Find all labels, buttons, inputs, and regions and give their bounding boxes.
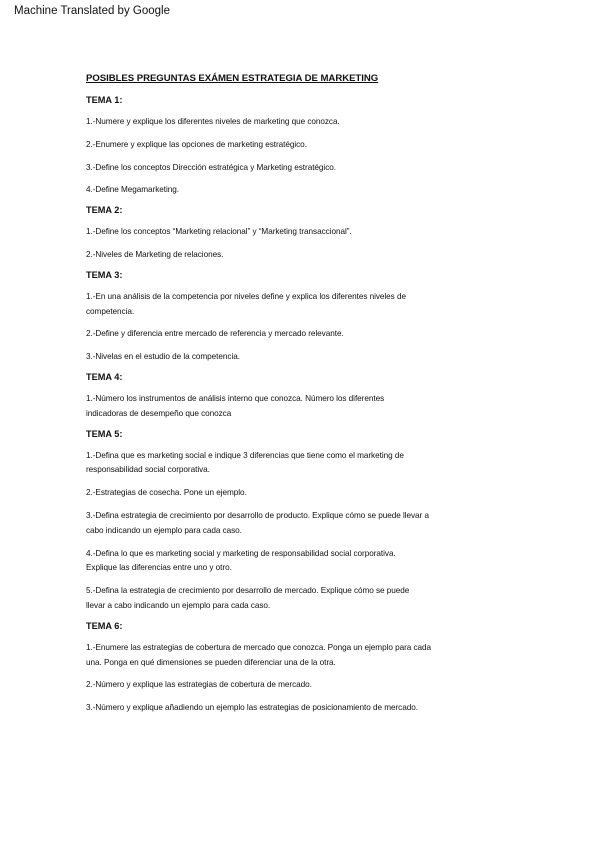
question: [86, 486, 506, 501]
question: [86, 115, 506, 130]
question: [86, 248, 506, 263]
document-title: POSIBLES PREGUNTAS EXÁMEN ESTRATEGIA DE MARKETING: [86, 73, 379, 84]
machine-translation-banner: Machine Translated by Google: [14, 5, 170, 17]
question-line: cabo indicando un ejemplo para cada caso.: [86, 525, 242, 535]
question: [86, 509, 506, 539]
question-line: 2.-Estrategias de cosecha. Pone un ejemplo.: [86, 488, 247, 498]
question-line: 3.-Número y explique añadiendo un ejemplo las estrategias de posicionamiento de mercado.: [86, 703, 418, 713]
question: [86, 350, 506, 365]
question-line: 3.-Defina estrategia de crecimiento por desarrollo de producto. Explique cómo se puede llevar a: [86, 510, 429, 520]
question: [86, 225, 506, 240]
question: [86, 183, 506, 198]
exam-sections: [86, 95, 506, 716]
tema-heading: TEMA 3:: [86, 269, 123, 280]
question-line: 1.-Numere y explique los diferentes niveles de marketing que conozca.: [86, 117, 340, 126]
question: [86, 327, 506, 342]
question-line: 2.-Número y explique las estrategias de cobertura de mercado.: [86, 680, 312, 690]
question-line: llevar a cabo indicando un ejemplo para cada caso.: [86, 600, 271, 610]
tema-heading: TEMA 6:: [86, 620, 123, 631]
question: [86, 449, 506, 479]
question-line: responsabilidad social corporativa.: [86, 465, 210, 475]
question-line: 2.-Enumere y explique las opciones de marketing estratégico.: [86, 139, 307, 149]
question: [86, 678, 506, 693]
question: [86, 641, 506, 671]
question-line: competencia.: [86, 306, 135, 316]
question-line: 1.-En una análisis de la competencia por niveles define y explica los diferentes niveles de: [86, 291, 406, 301]
question-line: 3.-Define los conceptos Dirección estratégica y Marketing estratégico.: [86, 162, 336, 172]
tema-section: [86, 429, 506, 614]
question-line: Explique las diferencias entre uno y otro.: [86, 563, 232, 573]
tema-section: [86, 621, 506, 716]
question-line: 2.-Define y diferencia entre mercado de referencia y mercado relevante.: [86, 329, 344, 339]
question: [86, 547, 506, 577]
tema-heading: TEMA 5:: [86, 428, 123, 439]
question-line: 4.-Define Megamarketing.: [86, 185, 180, 195]
question: [86, 138, 506, 153]
question-line: 1.-Defina que es marketing social e indique 3 diferencias que tiene como el marketing de: [86, 450, 404, 460]
question-line: 1.-Enumere las estrategias de cobertura de mercado que conozca. Ponga un ejemplo para cada: [86, 642, 432, 652]
document-body: [86, 73, 506, 723]
tema-heading: TEMA 4:: [86, 371, 123, 382]
tema-section: [86, 205, 506, 263]
question: [86, 584, 506, 614]
tema-section: [86, 270, 506, 365]
tema-heading: TEMA 1:: [86, 95, 123, 105]
question: [86, 161, 506, 176]
question: [86, 392, 506, 422]
question-line: 5.-Defina la estrategia de crecimiento por desarrollo de mercado. Explique cómo se puede: [86, 586, 410, 596]
question-line: una. Ponga en qué dimensiones se pueden diferenciar una de la otra.: [86, 657, 336, 667]
tema-section: [86, 372, 506, 422]
tema-section: [86, 95, 506, 198]
question-line: 4.-Defina lo que es marketing social y marketing de responsabilidad social corporativa.: [86, 548, 396, 558]
question-line: indicadoras de desempeño que conozca: [86, 408, 232, 418]
question-line: 1.-Define los conceptos “Marketing relacional” y “Marketing transaccional”.: [86, 227, 352, 237]
question-line: 2.-Niveles de Marketing de relaciones.: [86, 249, 224, 259]
question: [86, 290, 506, 320]
question-line: 3.-Nivelas en el estudio de la competencia.: [86, 352, 240, 362]
tema-heading: TEMA 2:: [86, 205, 123, 216]
question: [86, 701, 506, 716]
question-line: 1.-Número los instrumentos de análisis interno que conozca. Número los diferentes: [86, 393, 385, 403]
